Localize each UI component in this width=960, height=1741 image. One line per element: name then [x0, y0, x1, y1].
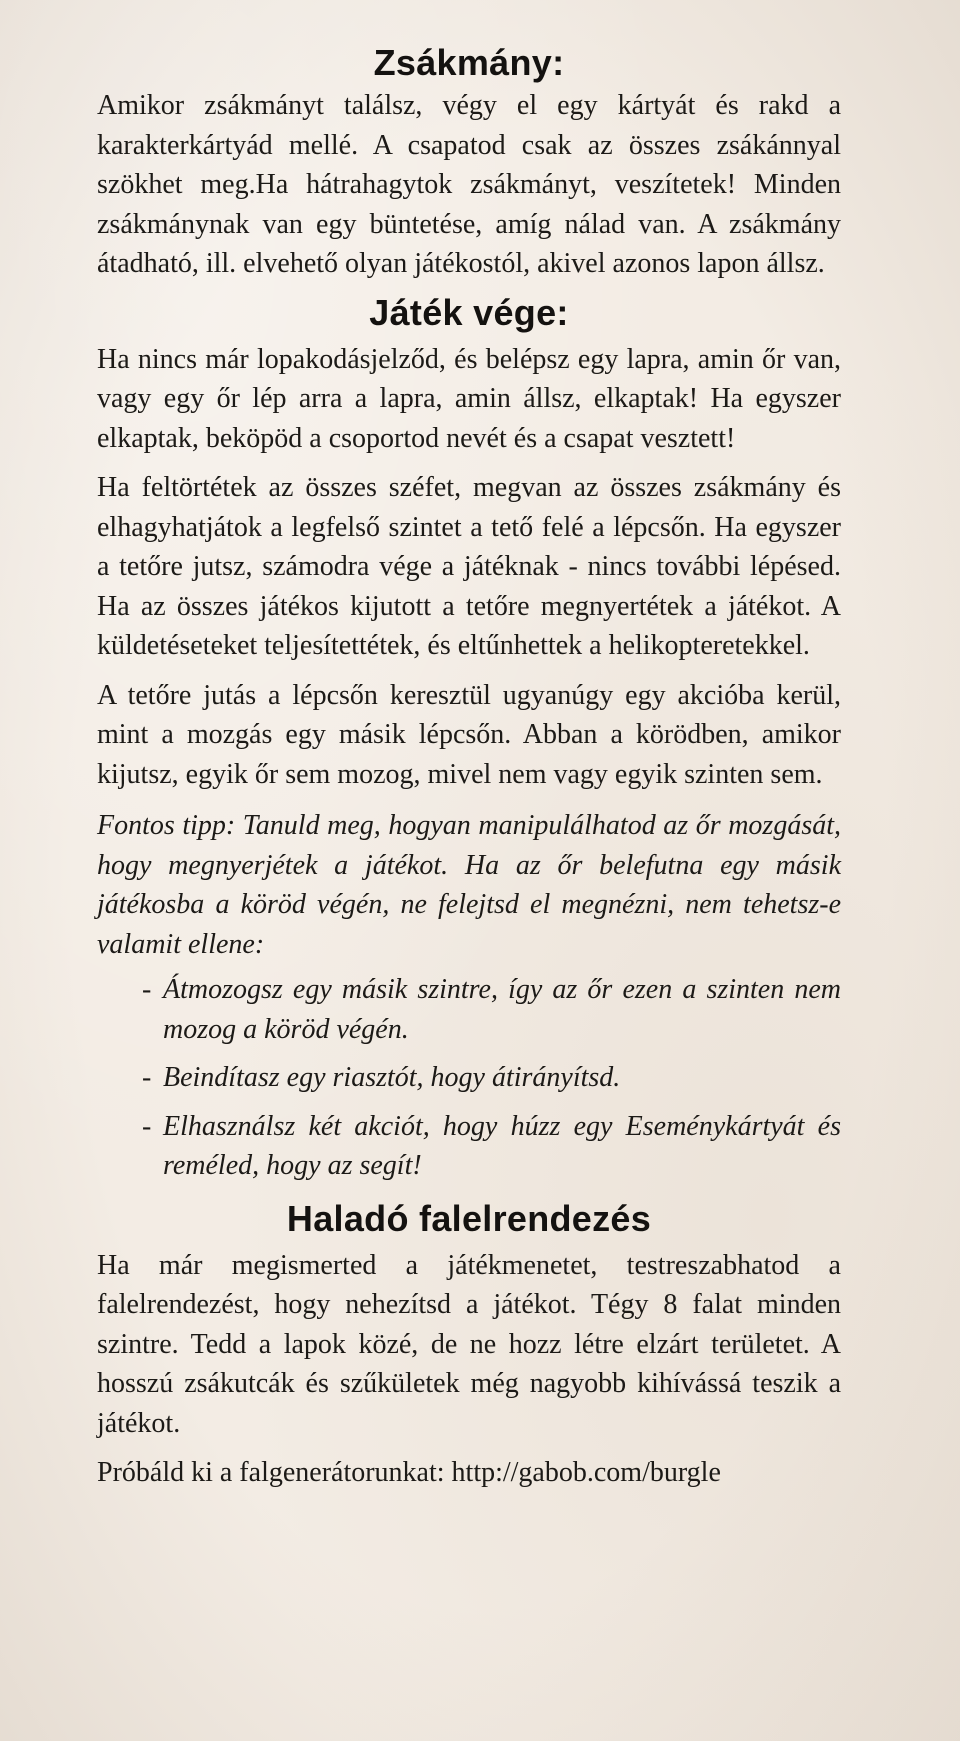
list-item [97, 1107, 841, 1186]
list-item-text: Beindítasz egy riasztót, hogy átirányítsd. [163, 1062, 621, 1093]
list-item-text: Átmozogsz egy másik szintre, így az őr ezen a szinten nem mozog a köröd végén. [163, 974, 841, 1045]
heading-halado-falelrendezes: Haladó falelrendezés [286, 1197, 652, 1239]
paragraph-halado: Ha már megismerted a játékmenetet, testreszabhatod a falelrendezést, hogy nehezítsd a játékot. Tégy 8 falat minden szintre. Tedd a lapok közé, de ne hozz létre elzárt területet. A hosszú zsákutcák és szűkületek még nagyobb kihívássá teszik a játékot. [97, 1249, 841, 1439]
list-dash: - [142, 1110, 152, 1142]
heading-jatek-vege: Játék vége: [369, 291, 569, 333]
paragraph-gyozelem: Ha feltörtétek az összes széfet, megvan az összes zsákmány és elhagyhatjátok a legfelső szintet a tető felé a lépcsőn. Ha egyszer a tetőre jutsz, számodra vége a játéknak - nincs további lépésed. Ha az összes játékos kijutott a tetőre megnyertétek a játékot. A küldetéseteket teljesítettétek, és eltűnhettek a helikopteretekkel. [97, 472, 841, 661]
paragraph-zsakmany: Amikor zsákmányt találsz, végy el egy kártyát és rakd a karakterkártyád mellé. A csapatod csak az összes zsákánnyal szökhet meg.Ha hátrahagytok zsákmányt, veszítetek! Minden zsákmánynak van egy büntetése, amíg nálad van. A zsákmány átadható, ill. elvehető olyan játékostól, akivel azonos lapon állsz. [97, 90, 841, 279]
paragraph-elkaptak: Ha nincs már lopakodásjelződ, és belépsz egy lapra, amin őr van, vagy egy őr lép arra a lapra, amin állsz, elkaptak! Ha egyszer elkaptak, beköpöd a csoportod nevét és a csapat vesztett! [97, 343, 841, 454]
paragraph-fontos-tipp: Fontos tipp: Tanuld meg, hogyan manipulálhatod az őr mozgását, hogy megnyerjétek a játékot. Ha az őr belefutna egy másik játékosba a köröd végén, ne felejtsd el megnézni, nem tehetsz-e valamit ellene: [97, 810, 841, 960]
falgenerator-link-line: Próbáld ki a falgenerátorunkat: http://gabob.com/burgle [97, 1457, 721, 1488]
list-item-text: Elhasználsz két akciót, hogy húzz egy Eseménykártyát és reméled, hogy az segít! [163, 1110, 841, 1181]
list-dash: - [142, 974, 152, 1005]
heading-zsakmany: Zsákmány: [373, 42, 565, 83]
paragraph-tetore-jutas: A tetőre jutás a lépcsőn keresztül ugyanúgy egy akcióba kerül, mint a mozgás egy másik lépcsőn. Abban a körödben, amikor kijutsz, egyik őr sem mozog, mivel nem vagy egyik szinten sem. [97, 679, 841, 790]
list-item [97, 970, 841, 1049]
list-item [97, 1058, 841, 1098]
list-dash: - [142, 1062, 152, 1093]
tip-list [97, 970, 841, 1186]
